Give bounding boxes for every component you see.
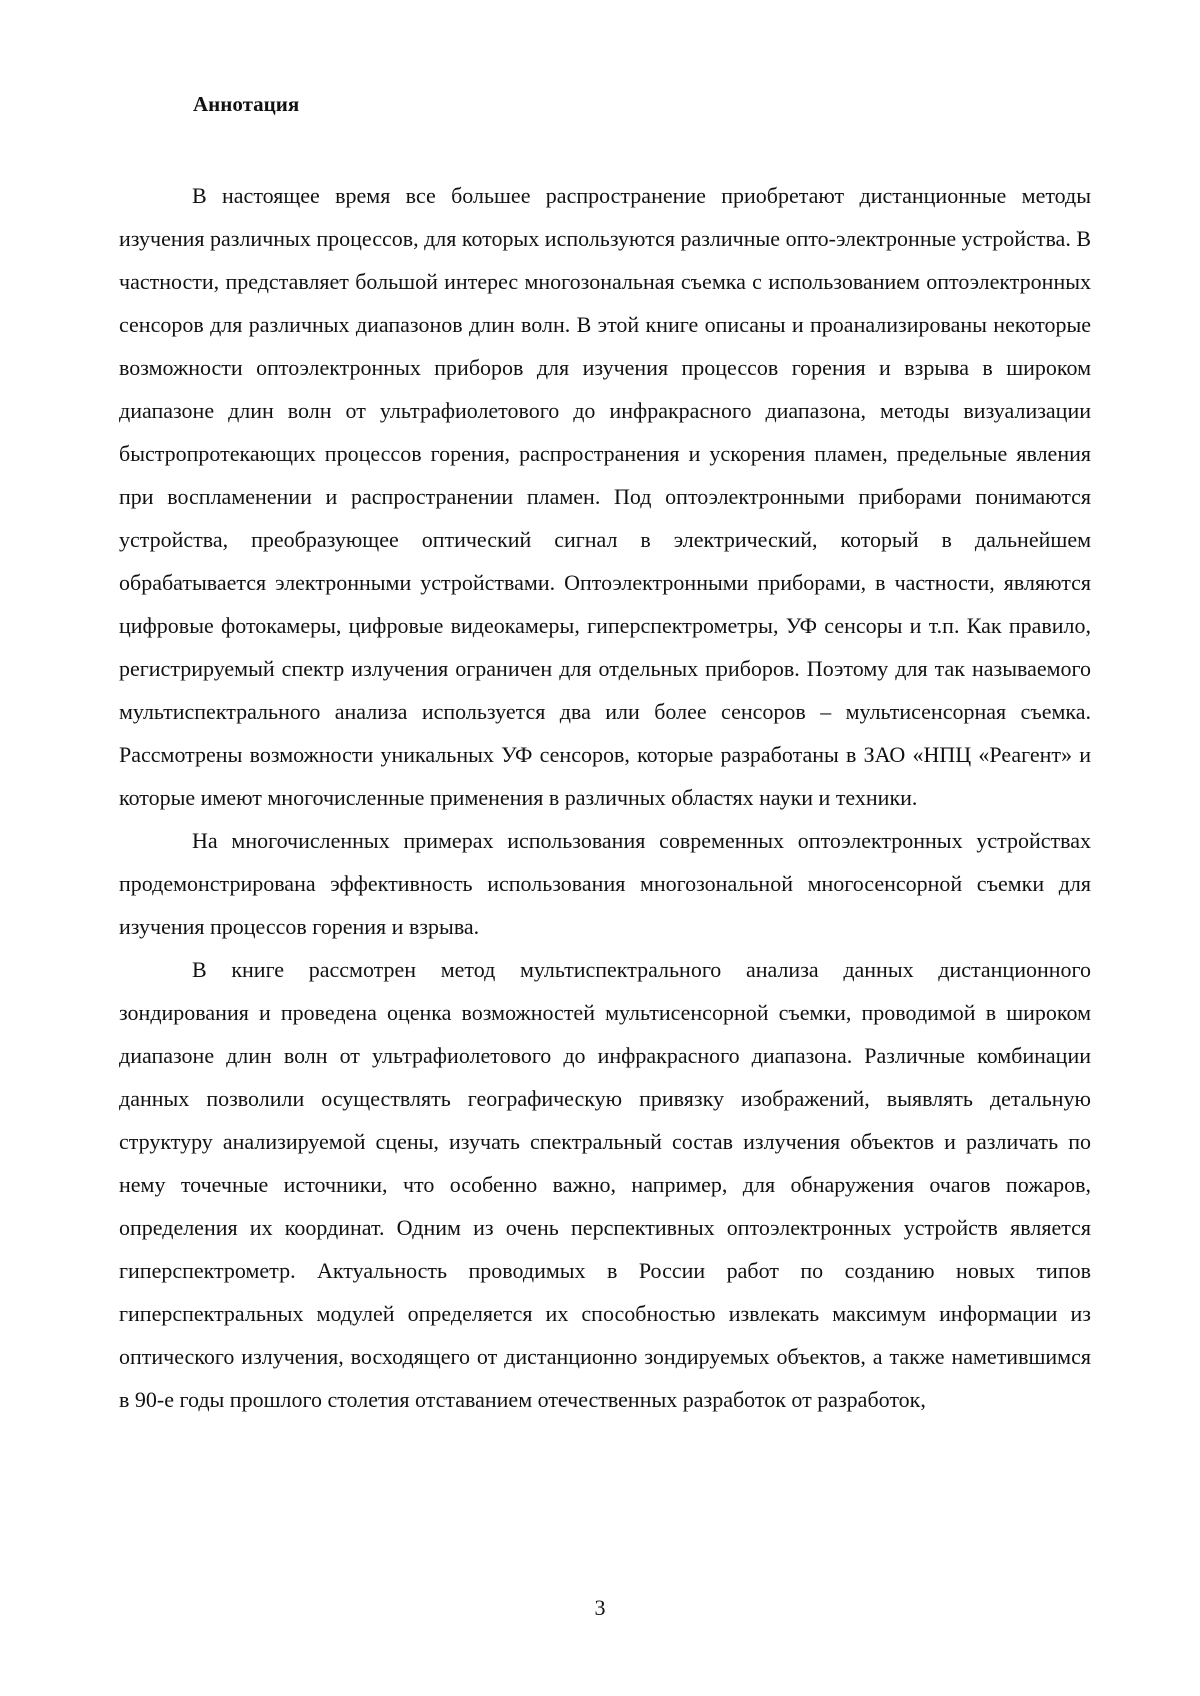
paragraph-2: На многочисленных примерах использования современных оптоэлектронных устройствах продемонстрирована эффективность использования многозональной многосенсорной съемки для изучения процессов горения и взрыва. bbox=[119, 828, 1091, 939]
page-number: 3 bbox=[594, 1595, 606, 1620]
paragraph-3: В книге рассмотрен метод мультиспектрального анализа данных дистанционного зондирования и проведена оценка возможностей мультисенсорной съемки, проводимой в широком диапазоне длин волн от ультрафиолетового до инфракрасного диапазона. Различные комбинации данных позволили осуществлять географическую привязку изображений, выявлять детальную структуру анализируемой сцены, изучать спектральный состав излучения объектов и различать по нему точечные источники, что особенно важно, например, для обнаружения очагов пожаров, определения их координат. Одним из очень перспективных оптоэлектронных устройств является гиперспектрометр. Актуальность проводимых в России работ по созданию новых типов гиперспектральных модулей определяется их способностью извлекать максимум информации из оптического излучения, восходящего от дистанционно зондируемых объектов, а также наметившимся в 90-е годы прошлого столетия отставанием отечественных разработок от разработок, bbox=[119, 957, 1091, 1412]
section-heading: Аннотация bbox=[193, 92, 300, 116]
paragraph-1: В настоящее время все большее распространение приобретают дистанционные методы изучения различных процессов, для которых используются различные опто-электронные устройства. В частности, представляет большой интерес многозональная съемка с использованием оптоэлектронных сенсоров для различных диапазонов длин волн. В этой книге описаны и проанализированы некоторые возможности оптоэлектронных приборов для изучения процессов горения и взрыва в широком диапазоне длин волн от ультрафиолетового до инфракрасного диапазона, методы визуализации быстропротекающих процессов горения, распространения и ускорения пламен, предельные явления при воспламенении и распространении пламен. Под оптоэлектронными приборами понимаются устройства, преобразующее оптический сигнал в электрический, который в дальнейшем обрабатывается электронными устройствами. Оптоэлектронными приборами, в частности, являются цифровые фотокамеры, цифровые видеокамеры, гиперспектрометры, УФ сенсоры и т.п. Как правило, регистрируемый спектр излучения ограничен для отдельных приборов. Поэтому для так называемого мультиспектрального анализа используется два или более сенсоров – мультисенсорная съемка. Рассмотрены возможности уникальных УФ сенсоров, которые разработаны в ЗАО «НПЦ «Реагент» и которые имеют многочисленные применения в различных областях науки и техники. bbox=[119, 183, 1091, 810]
body-text bbox=[119, 174, 1091, 1421]
